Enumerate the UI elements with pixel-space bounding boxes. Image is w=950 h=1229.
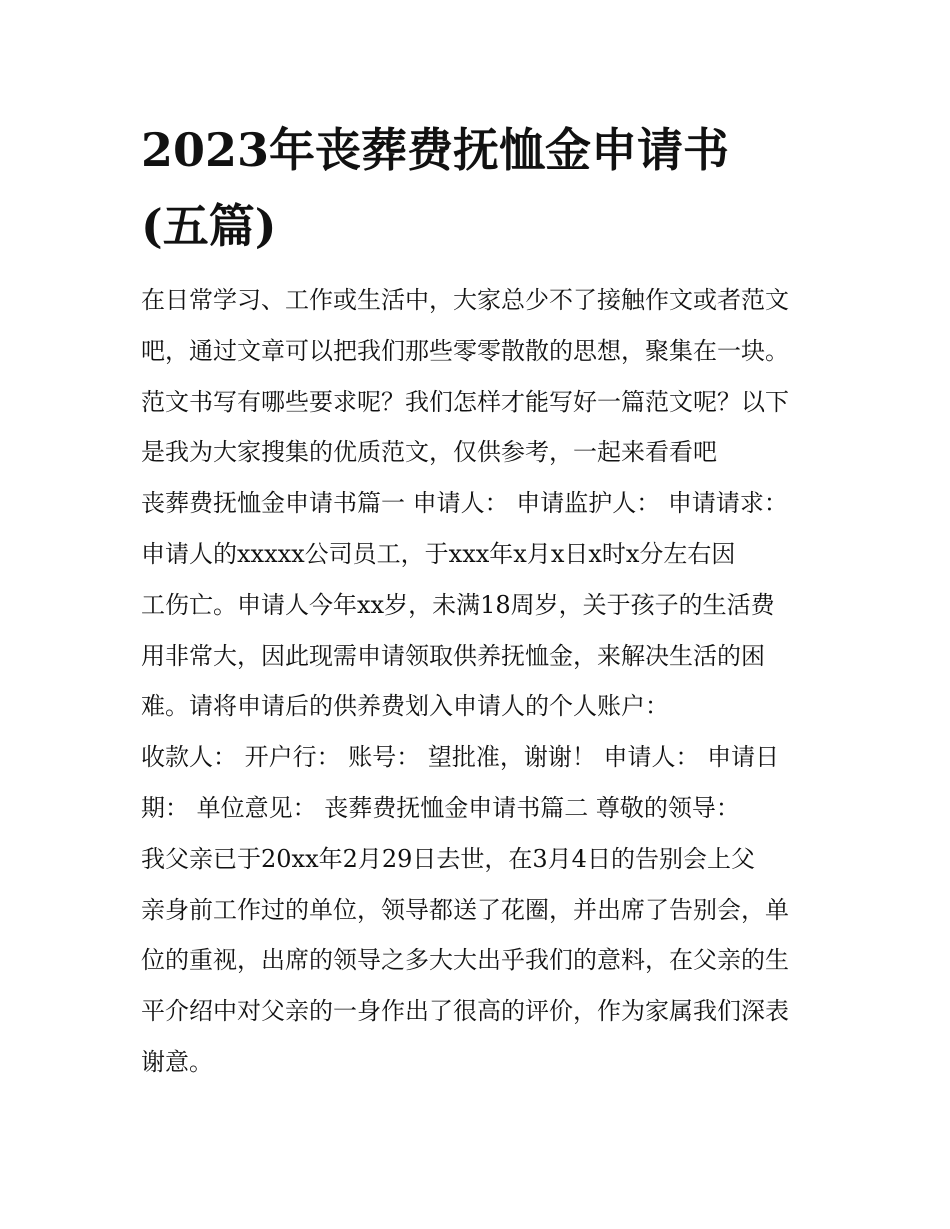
body-line: 期： 单位意见： 丧葬费抚恤金申请书篇二 尊敬的领导：: [141, 793, 740, 822]
body-line: 平介绍中对父亲的一身作出了很高的评价，作为家属我们深表: [141, 997, 789, 1026]
document-body: [141, 275, 821, 1088]
document-title: [141, 112, 821, 264]
body-line: 用非常大，因此现需申请领取供养抚恤金，来解决生活的困: [141, 641, 765, 670]
body-line: 收款人： 开户行： 账号： 望批准，谢谢！ 申请人： 申请日: [141, 743, 780, 772]
body-line: 谢意。: [141, 1047, 213, 1076]
title-line-1: 2023年丧葬费抚恤金申请书: [141, 123, 730, 177]
title-line-2: (五篇): [141, 199, 277, 253]
body-line: 范文书写有哪些要求呢？我们怎样才能写好一篇范文呢？以下: [141, 387, 789, 416]
body-line: 丧葬费抚恤金申请书篇一 申请人： 申请监护人： 申请请求：: [141, 489, 788, 518]
body-line: 是我为大家搜集的优质范文，仅供参考，一起来看看吧: [141, 438, 717, 467]
body-line: 申请人的xxxxx公司员工，于xxx年x月x日x时x分左右因: [141, 539, 736, 568]
body-line: 难。请将申请后的供养费划入申请人的个人账户：: [141, 692, 669, 721]
body-line: 亲身前工作过的单位，领导都送了花圈，并出席了告别会，单: [141, 895, 789, 924]
body-line: 我父亲已于20xx年2月29日去世，在3月4日的告别会上父: [141, 844, 755, 873]
body-line: 在日常学习、工作或生活中，大家总少不了接触作文或者范文: [141, 286, 789, 314]
body-line: 位的重视，出席的领导之多大大出乎我们的意料，在父亲的生: [141, 946, 789, 975]
body-line: 吧，通过文章可以把我们那些零零散散的思想，聚集在一块。: [141, 336, 789, 365]
body-line: 工伤亡。申请人今年xx岁，未满18周岁，关于孩子的生活费: [141, 590, 775, 619]
